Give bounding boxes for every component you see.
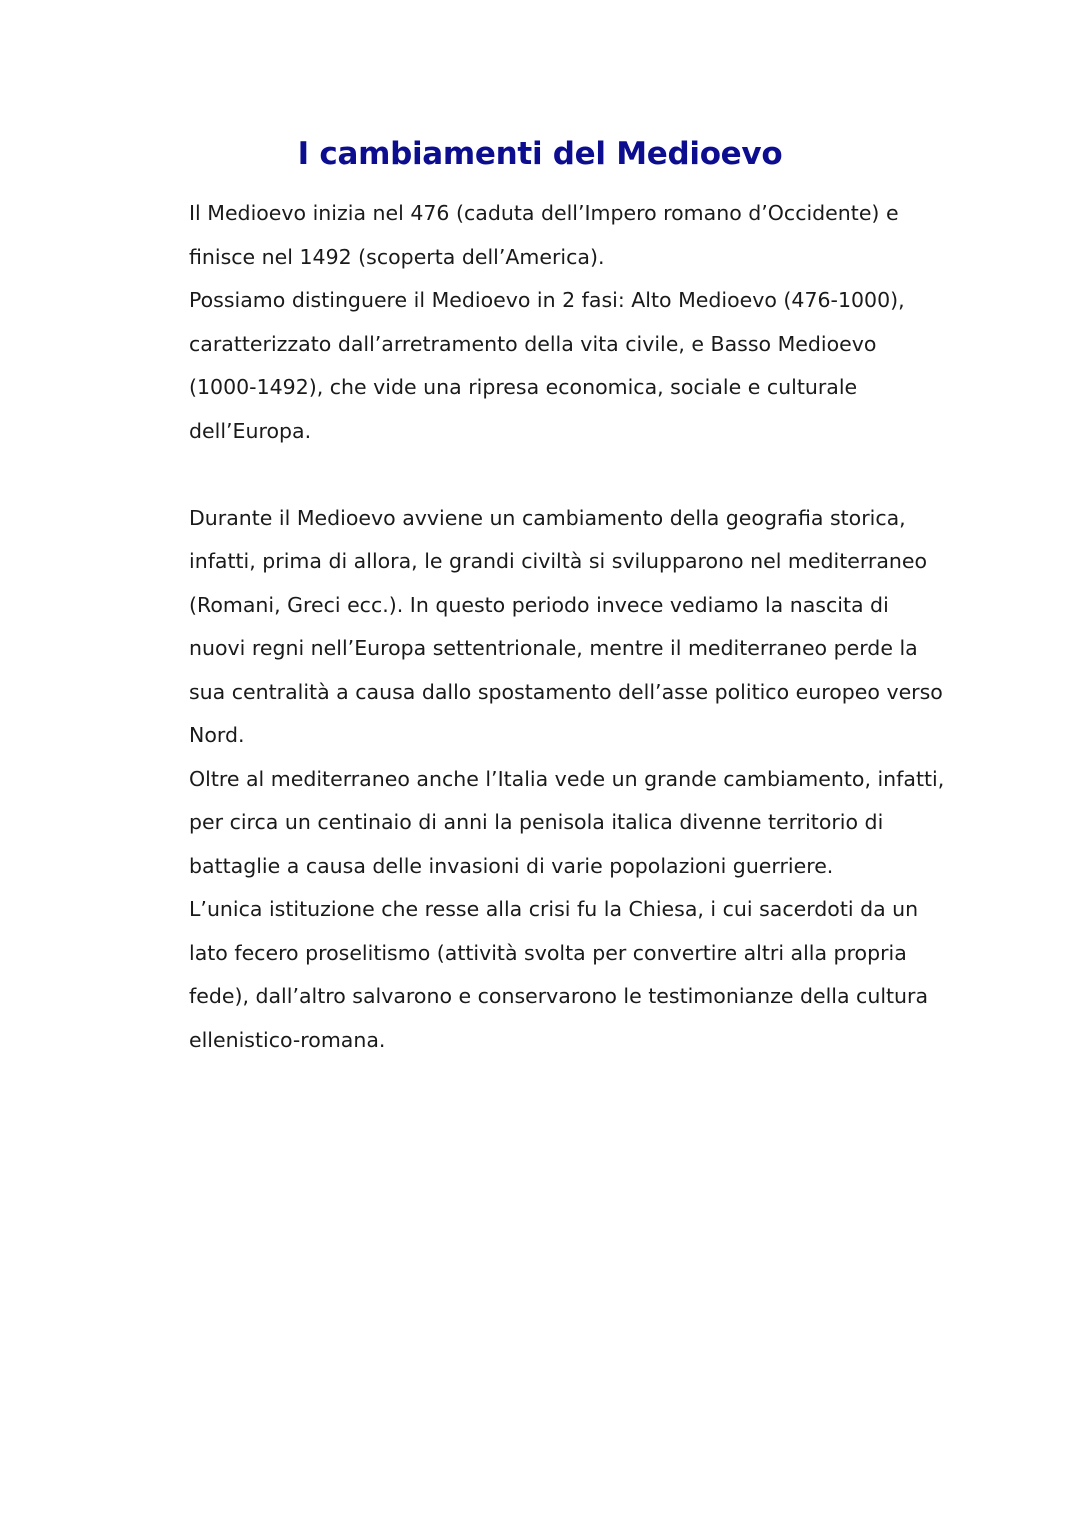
text-line: lato fecero proselitismo (attività svolta per convertire altri alla propria — [189, 940, 907, 965]
text-line: infatti, prima di allora, le grandi civiltà si svilupparono nel mediterraneo — [189, 549, 928, 573]
paragraph-2 — [189, 497, 949, 1063]
text-line: Il Medioevo inizia nel 476 (caduta dell’Impero romano d’Occidente) e — [189, 201, 899, 225]
text-line: (1000-1492), che vide una ripresa economica, sociale e culturale — [189, 375, 858, 399]
text-line: per circa un centinaio di anni la penisola italica divenne territorio di — [189, 810, 884, 834]
paragraph-gap — [189, 453, 949, 497]
paragraph-1 — [189, 192, 949, 453]
text-line: nuovi regni nell’Europa settentrionale, mentre il mediterraneo perde la — [189, 636, 918, 660]
text-line: sua centralità a causa dallo spostamento dell’asse politico europeo verso — [189, 679, 943, 704]
text-line: battaglie a causa delle invasioni di varie popolazioni guerriere. — [189, 853, 834, 878]
text-line: ellenistico-romana. — [189, 1027, 386, 1052]
document-body — [189, 192, 949, 1062]
text-line: fede), dall’altro salvarono e conservarono le testimonianze della cultura — [189, 984, 929, 1008]
text-line: (Romani, Greci ecc.). In questo periodo invece vediamo la nascita di — [189, 592, 889, 617]
text-line: caratterizzato dall’arretramento della vita civile, e Basso Medioevo — [189, 331, 877, 356]
text-line: finisce nel 1492 (scoperta dell’America). — [189, 244, 605, 269]
text-line: Nord. — [189, 723, 245, 747]
text-line: Possiamo distinguere il Medioevo in 2 fasi: Alto Medioevo (476-1000), — [189, 288, 905, 312]
text-line: Durante il Medioevo avviene un cambiamento della geografia storica, — [189, 505, 906, 530]
text-line: L’unica istituzione che resse alla crisi fu la Chiesa, i cui sacerdoti da un — [189, 897, 919, 921]
text-line: dell’Europa. — [189, 418, 312, 443]
page-title: I cambiamenti del Medioevo — [297, 136, 783, 172]
text-line: Oltre al mediterraneo anche l’Italia vede un grande cambiamento, infatti, — [189, 766, 945, 791]
